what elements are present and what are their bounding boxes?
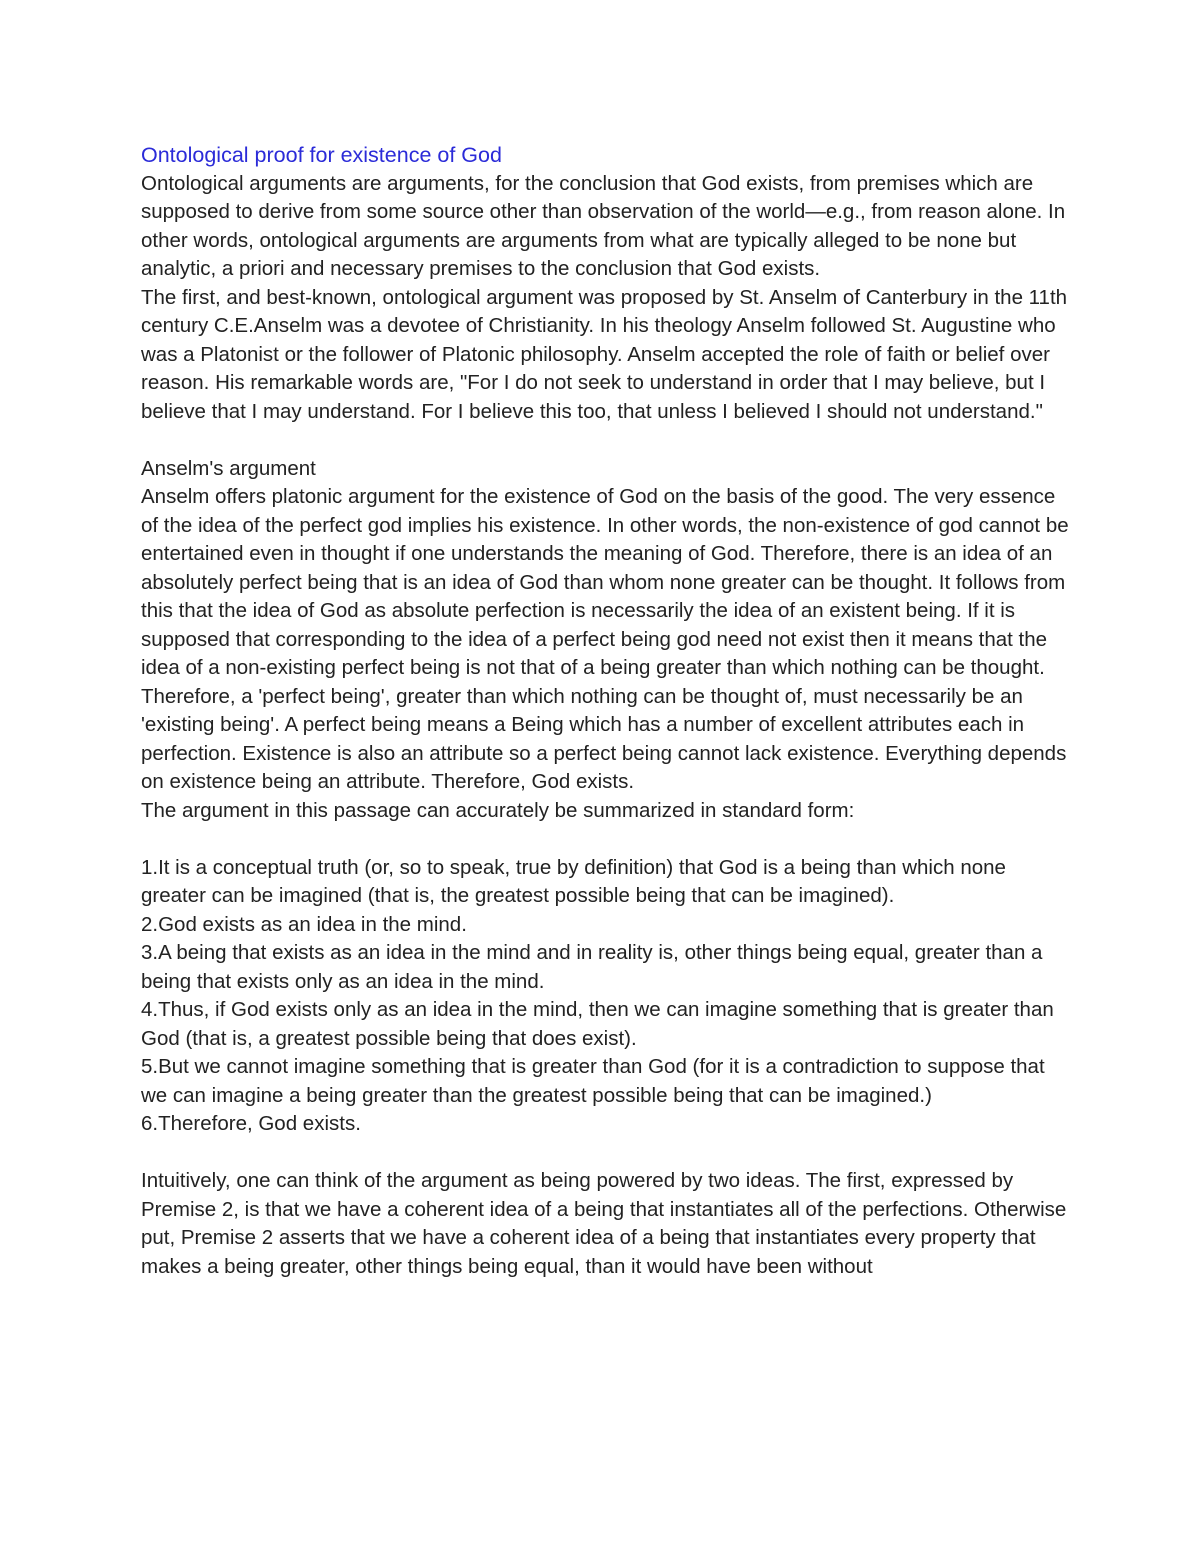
premise-item: 3.A being that exists as an idea in the mind and in reality is, other things being equal, greater than a being that exists only as an idea in the mind.	[141, 941, 1043, 993]
intro-paragraph: Ontological arguments are arguments, for the conclusion that God exists, from premises which are supposed to derive from some source other than observation of the world—e.g., from reason alone. In other words, ontological arguments are arguments from what are typically alleged to be none but analytic, a priori and necessary premises to the conclusion that God exists.	[141, 171, 1066, 280]
document-title: Ontological proof for existence of God	[141, 143, 502, 167]
summary-intro: The argument in this passage can accurately be summarized in standard form:	[141, 798, 855, 822]
premise-item: 4.Thus, if God exists only as an idea in the mind, then we can imagine something that is greater than God (that is, a greatest possible being that does exist).	[141, 998, 1054, 1050]
paragraph-gap	[141, 1139, 1071, 1168]
paragraph-gap	[141, 426, 1071, 455]
conclusion-paragraph: Intuitively, one can think of the argument as being powered by two ideas. The first, expressed by Premise 2, is that we have a coherent idea of a being that instantiates all of the perfections. Otherwise put, Premise 2 asserts that we have a coherent idea of a being that instantiates every property that makes a being greater, other things being equal, than it would have been without	[141, 1169, 1067, 1278]
section-heading: Anselm's argument	[141, 456, 316, 480]
history-paragraph: The first, and best-known, ontological argument was proposed by St. Anselm of Canterbury in the 11th century C.E.Anselm was a devotee of Christianity. In his theology Anselm followed St. Augustine who was a Platonist or the follower of Platonic philosophy. Anselm accepted the role of faith or belief over reason. His remarkable words are, "For I do not seek to understand in order that I may believe, but I believe that I may understand. For I believe this too, that unless I believed I should not understand."	[141, 285, 1068, 423]
premise-item: 2.God exists as an idea in the mind.	[141, 912, 467, 936]
paragraph-gap	[141, 825, 1071, 854]
argument-paragraph: Anselm offers platonic argument for the existence of God on the basis of the good. The very essence of the idea of the perfect god implies his existence. In other words, the non-existence of god cannot be entertained even in thought if one understands the meaning of God. Therefore, there is an idea of an absolutely perfect being that is an idea of God than whom none greater can be thought. It follows from this that the idea of God as absolute perfection is necessarily the idea of an existent being. If it is supposed that corresponding to the idea of a perfect being god need not exist then it means that the idea of a non-existing perfect being is not that of a being greater than which nothing can be thought. Therefore, a 'perfect being', greater than which nothing can be thought of, must necessarily be an 'existing being'. A perfect being means a Being which has a number of excellent attributes each in perfection. Existence is also an attribute so a perfect being cannot lack existence. Everything depends on existence being an attribute. Therefore, God exists.	[141, 485, 1069, 793]
premise-item: 5.But we cannot imagine something that is greater than God (for it is a contradiction to suppose that we can imagine a being greater than the greatest possible being that can be imagined.)	[141, 1055, 1045, 1107]
premise-item: 1.It is a conceptual truth (or, so to speak, true by definition) that God is a being than which none greater can be imagined (that is, the greatest possible being that can be imagined).	[141, 855, 1006, 907]
document-body	[141, 141, 1071, 1281]
premise-item: 6.Therefore, God exists.	[141, 1112, 361, 1135]
